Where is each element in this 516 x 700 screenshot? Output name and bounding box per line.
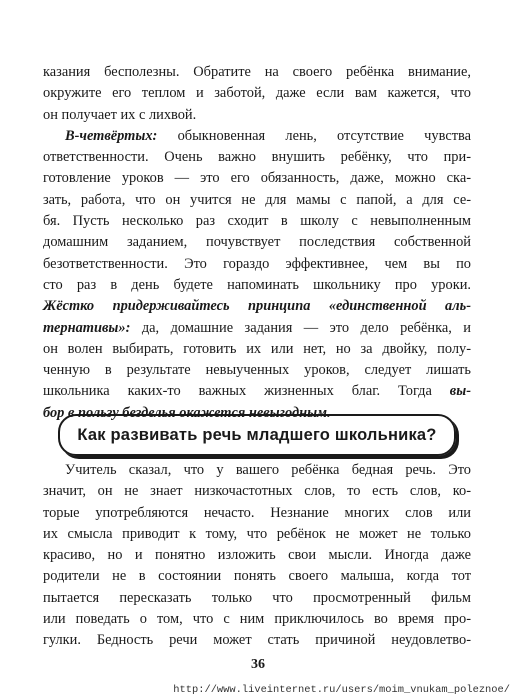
text-line (43, 126, 471, 147)
text-line: или поведать о том, что с ним приключилось во время про- (43, 611, 471, 628)
text-line: безответственности. Это гораздо эффективнее, чем вы по (43, 255, 471, 272)
text-line: ченную в результате невыученных уроков, следует лишать (43, 362, 471, 379)
text-line: ответственности. Очень важно внушить ребёнку, что при- (43, 149, 471, 166)
emphasis-line: бор в пользу безделья окажется невыгодным. (43, 404, 331, 421)
page-number: 36 (251, 657, 265, 672)
text-line: сто раз в день будете напоминать школьнику про уроки. (43, 276, 471, 293)
text-line: Учитель сказал, что у вашего ребёнка бедная речь. Это (65, 462, 471, 478)
footer-url[interactable]: http://www.liveinternet.ru/users/moim_vnukam_poleznoe/ (173, 684, 510, 696)
text-line: казания бесполезны. Обратите на своего ребёнка внимание, (43, 64, 471, 80)
section-heading: Как развивать речь младшего школьника? (77, 425, 437, 444)
text-fragment: школьника каких-то важных жизненных благ. Тогда (43, 383, 450, 400)
text-line: бя. Пусть несколько раз сходит в школу с невыполненным (43, 213, 471, 230)
text-line: готовление уроков — это его обязанность, даже, можно ска- (43, 170, 471, 187)
text-line: он получает их с лихвой. (43, 106, 197, 123)
paragraph-block-bottom (43, 460, 471, 652)
text-line: красиво, но и понятно изложить свои мысли. Иногда даже (43, 547, 471, 564)
text-line: пытается пересказать только что просмотренный фильм (43, 589, 471, 606)
text-line: окружите его теплом и заботой, даже если вам кажется, что (43, 85, 471, 102)
section-heading-box (58, 414, 456, 456)
text-line: значит, он не знает низкочастотных слов, то есть слов, ко- (43, 483, 471, 500)
emphasis-line: Жёстко придерживайтесь принципа «единственной аль- (43, 298, 471, 315)
text-fragment: обыкновенная лень, отсутствие чувства (157, 127, 471, 144)
text-fragment: да, домашние задания — это дело ребёнка, и (130, 319, 471, 336)
emphasis-fragment: тернативы»: (43, 319, 131, 336)
text-line (43, 318, 471, 339)
text-line: домашним заданием, почувствует последствия собственной (43, 234, 471, 251)
emphasis-fragment: вы- (449, 383, 471, 400)
text-line: зать, работа, что он учится не для мамы с папой, а для се- (43, 191, 471, 208)
text-line (43, 381, 471, 402)
text-line: их смысла приводит к тому, что ребёнок не может не только (43, 525, 471, 542)
text-line: он волен выбирать, готовить их или нет, но за двойку, полу- (43, 340, 471, 357)
text-line: родители не в состоянии понять своего малыша, когда тот (43, 568, 471, 585)
text-line: торые употребляются нечасто. Незнание многих слов или (43, 504, 471, 521)
emphasis-label: В-четвёртых: (65, 127, 158, 144)
paragraph-block-top (43, 62, 471, 424)
text-line: гулки. Бедность речи может стать причиной неудовлетво- (43, 632, 471, 649)
